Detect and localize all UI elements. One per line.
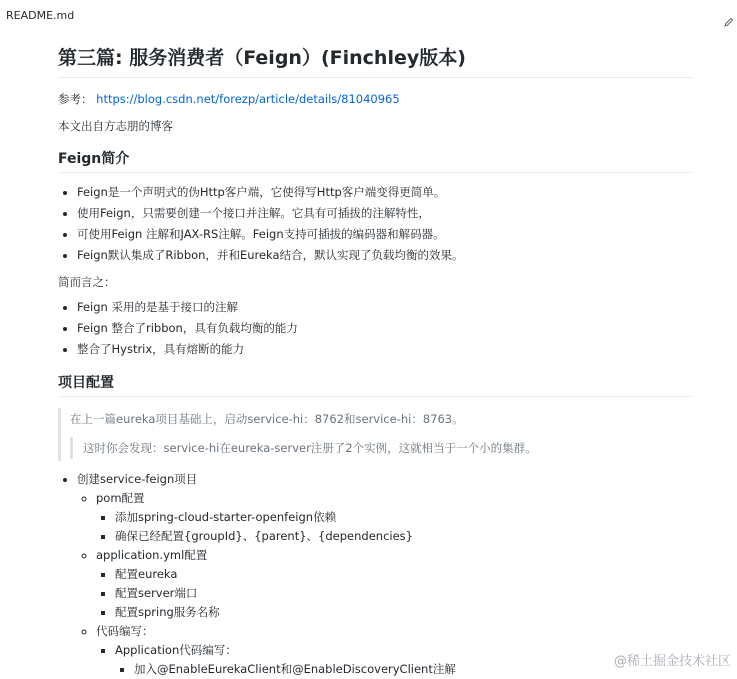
file-name: README.md — [6, 9, 75, 22]
watermark: @稀土掘金技术社区 — [613, 654, 731, 669]
pencil-icon[interactable] — [724, 12, 734, 22]
pom-label: pom配置 — [96, 491, 145, 505]
project-sublist — [77, 489, 692, 679]
project-label: 创建service-feign项目 — [77, 472, 198, 486]
list-item — [96, 489, 692, 546]
heading-feign-intro: Feign简介 — [58, 147, 692, 173]
feign-intro-list — [58, 182, 692, 266]
list-item: • Feign 整合了ribbon，具有负载均衡的能力 — [77, 318, 692, 339]
yml-label: application.yml配置 — [96, 548, 208, 562]
list-item — [96, 622, 692, 679]
blockquote-outer-text: 在上一篇eureka项目基础上，启动service-hi：8762和service-hi：8763。 — [70, 412, 464, 426]
list-item — [96, 546, 692, 622]
list-item: ▪ 配置server端口 — [115, 584, 692, 603]
application-code-label: Application代码编写： — [115, 643, 237, 657]
blockquote-inner — [70, 437, 692, 459]
list-item: ▪ 配置spring服务名称 — [115, 603, 692, 622]
blockquote-outer — [58, 408, 692, 461]
blockquote-inner-text: 这时你会发现：service-hi在eureka-server注册了2个实例，这就相当于一个小的集群。 — [83, 441, 537, 455]
file-header — [0, 0, 737, 32]
list-item: • 可使用Feign 注解和JAX-RS注解。Feign支持可插拔的编码器和解码器。 — [77, 224, 692, 245]
pom-sublist — [96, 508, 692, 546]
list-item: • 使用Feign，只需要创建一个接口并注解。它具有可插拔的注解特性， — [77, 203, 692, 224]
list-item: • Feign是一个声明式的伪Http客户端，它使得写Http客户端变得更简单。 — [77, 182, 692, 203]
summary-label: 简而言之： — [58, 275, 116, 289]
project-list — [58, 470, 692, 679]
code-label: 代码编写： — [96, 624, 154, 638]
list-item: • 整合了Hystrix，具有熔断的能力 — [77, 339, 692, 360]
application-code-sublist — [115, 660, 692, 679]
list-item: ▪ 配置eureka — [115, 565, 692, 584]
reference-link[interactable]: https://blog.csdn.net/forezp/article/details/81040965 — [96, 92, 400, 106]
reference-label: 参考： — [58, 92, 93, 106]
list-item: ▪ 添加spring-cloud-starter-openfeign依赖 — [115, 508, 692, 527]
list-item — [115, 641, 692, 679]
yml-sublist — [96, 565, 692, 622]
summary-list — [58, 297, 692, 360]
document-title: 第三篇: 服务消费者（Feign）(Finchley版本) — [58, 40, 692, 78]
origin-text: 本文出自方志朋的博客 — [58, 119, 173, 133]
reference-line — [58, 90, 692, 108]
list-item: ▪ 加入@EnableEurekaClient和@EnableDiscoveryClient注解 — [134, 660, 692, 679]
code-sublist — [96, 641, 692, 679]
list-item — [77, 470, 692, 679]
list-item: • Feign 采用的是基于接口的注解 — [77, 297, 692, 318]
list-item: ▪ 确保已经配置{groupId}、{parent}、{dependencies} — [115, 527, 692, 546]
list-item: • Feign默认集成了Ribbon，并和Eureka结合，默认实现了负载均衡的效果。 — [77, 245, 692, 266]
heading-project-config: 项目配置 — [58, 371, 692, 397]
markdown-body — [58, 40, 692, 679]
